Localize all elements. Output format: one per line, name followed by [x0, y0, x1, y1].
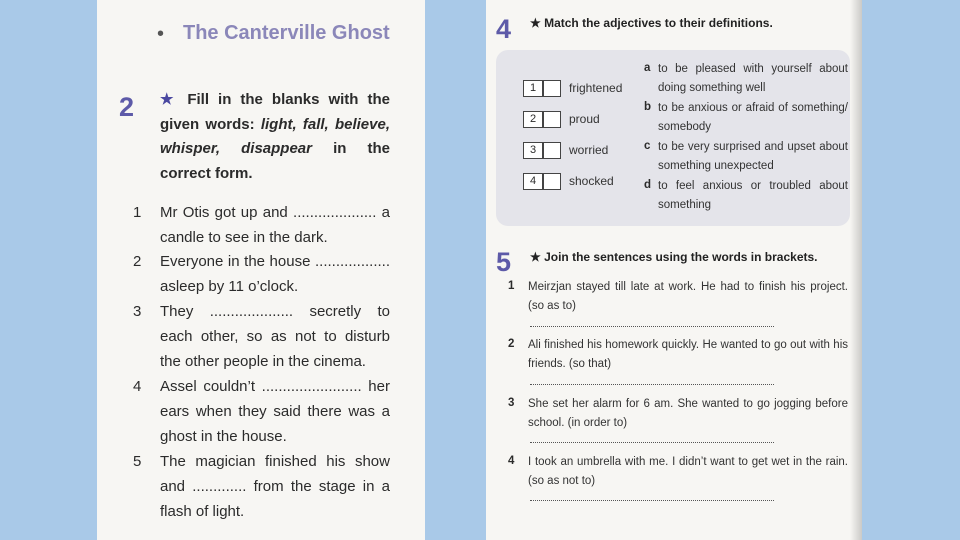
instruction-start: Fill in the blanks with the given words:	[160, 91, 390, 133]
definition-letter: d	[644, 179, 652, 191]
matching-box	[496, 50, 850, 226]
adjective: worried	[569, 143, 609, 157]
sentence-number: 1	[508, 280, 515, 292]
fill-blank-item: The magician finished his show and ............. from the stage in a flash of light.	[160, 453, 390, 520]
fill-blank-item: Everyone in the house .................. asleep by 11 o’clock.	[160, 253, 390, 295]
definition-letter: b	[644, 101, 652, 113]
sentence-item: I took an umbrella with me. I didn’t want to get wet in the rain. (so as not to)	[528, 456, 848, 487]
adjective: frightened	[569, 81, 623, 95]
sentence-item: Meirzjan stayed till late at work. He had to finish his project. (so as to)	[528, 281, 848, 312]
adjective-number: 1	[523, 80, 543, 97]
exercise-2-instruction	[160, 88, 390, 186]
adjective-number: 4	[523, 173, 543, 190]
sentence-number: 3	[508, 397, 515, 409]
star-icon: ★	[160, 91, 179, 108]
story-title: The Canterville Ghost	[183, 22, 390, 44]
fill-blank-item: Assel couldn’t ........................ her ears when they said there was a ghost in the house.	[160, 378, 390, 445]
definition-letter: a	[644, 62, 651, 74]
exercise-5-number: 5	[496, 247, 512, 277]
answer-box[interactable]	[543, 142, 561, 159]
right-page	[486, 0, 862, 540]
exercise-4-heading: ★ Match the adjectives to their definitions.	[530, 16, 773, 30]
exercise-4-number: 4	[496, 14, 512, 44]
left-page	[97, 0, 425, 540]
definition-letter: c	[644, 140, 651, 152]
answer-line[interactable]	[530, 500, 774, 501]
instruction-end: in the correct form.	[160, 140, 390, 182]
item-number: 5	[133, 453, 142, 470]
definition-text: to be anxious or afraid of something/ somebody	[658, 102, 848, 133]
item-number: 1	[133, 204, 142, 221]
sentence-item: She set her alarm for 6 am. She wanted to go jogging before school. (in order to)	[528, 398, 848, 429]
answer-box[interactable]	[543, 80, 561, 97]
sentence-number: 2	[508, 338, 515, 350]
definition-text: to feel anxious or troubled about something	[658, 180, 848, 211]
sentence-number: 4	[508, 455, 515, 467]
item-number: 4	[133, 378, 142, 395]
item-number: 2	[133, 253, 142, 270]
adjective-number: 3	[523, 142, 543, 159]
exercise-2-number: 2	[119, 92, 135, 122]
answer-line[interactable]	[530, 326, 774, 327]
bullet-point: •	[157, 23, 165, 45]
adjective: shocked	[569, 174, 614, 188]
exercise-5-heading: ★ Join the sentences using the words in brackets.	[530, 250, 818, 264]
answer-line[interactable]	[530, 384, 774, 385]
adjective: proud	[569, 112, 600, 126]
answer-box[interactable]	[543, 111, 561, 128]
answer-box[interactable]	[543, 173, 561, 190]
item-number: 3	[133, 303, 142, 320]
fill-blank-item: Mr Otis got up and .................... a candle to see in the dark.	[160, 204, 390, 246]
fill-blank-item: They .................... secretly to each other, so as not to disturb the other people in the cinema.	[160, 303, 390, 370]
adjective-number: 2	[523, 111, 543, 128]
sentence-item: Ali finished his homework quickly. He wanted to go out with his friends. (so that)	[528, 339, 848, 370]
definition-text: to be pleased with yourself about doing something well	[658, 63, 848, 94]
answer-line[interactable]	[530, 442, 774, 443]
given-words: light, fall, believe, whisper, disappear	[160, 115, 390, 157]
definition-text: to be very surprised and upset about something unexpected	[658, 141, 848, 172]
